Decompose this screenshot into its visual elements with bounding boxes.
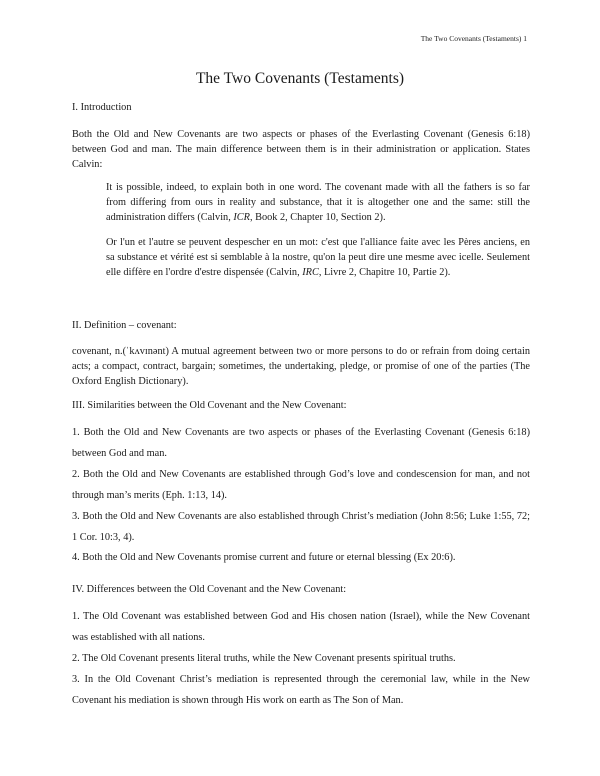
similarity-item-4: 4. Both the Old and New Covenants promise current and future or eternal blessing (Ex 20:6).	[72, 552, 456, 563]
page-title: The Two Covenants (Testaments)	[195, 70, 405, 87]
difference-item-1: 1. The Old Covenant was established between God and His chosen nation (Israel), while the New Covenant was established with all nations.	[72, 611, 530, 643]
calvin-quote-english	[106, 180, 530, 225]
definition-heading: II. Definition – covenant:	[72, 320, 177, 331]
differences-heading: IV. Differences between the Old Covenant and the New Covenant:	[72, 584, 347, 595]
quote-text-end: , Book 2, Chapter 10, Section 2).	[249, 212, 386, 223]
quote-citation-italic: IRC	[302, 267, 319, 278]
quote-citation-italic: ICR	[233, 212, 250, 223]
similarity-item-2: 2. Both the Old and New Covenants are established through God’s love and condescension for man, and not through man’s merits (Eph. 1:13, 14).	[72, 469, 530, 501]
similarity-item-3: 3. Both the Old and New Covenants are also established through Christ’s mediation (John 8:56; Luke 1:55, 72; 1 Cor. 10:3, 4).	[72, 511, 530, 543]
definition-paragraph: covenant, n.(ˈkʌvɪnənt) A mutual agreement between two or more persons to do or refrain from doing certain acts; a compact, contract, bargain; sometimes, the undertaking, pledge, or promise of one of the parties (The Oxford English Dictionary).	[72, 346, 530, 387]
running-head: The Two Covenants (Testaments) 1	[420, 34, 527, 43]
difference-item-3: 3. In the Old Covenant Christ’s mediation is represented through the ceremonial law, while in the New Covenant his mediation is shown through His work on earth as The Son of Man.	[72, 674, 530, 706]
intro-heading: I. Introduction	[72, 102, 132, 113]
difference-item-2: 2. The Old Covenant presents literal truths, while the New Covenant presents spiritual truths.	[72, 653, 456, 664]
calvin-quote-french	[106, 235, 530, 280]
intro-paragraph: Both the Old and New Covenants are two aspects or phases of the Everlasting Covenant (Genesis 6:18) between God and man. The main difference between them is in their administration or application. States Calvin:	[72, 129, 530, 170]
similarity-item-1: 1. Both the Old and New Covenants are two aspects or phases of the Everlasting Covenant (Genesis 6:18) between God and man.	[72, 427, 530, 459]
quote-text-end: , Livre 2, Chapitre 10, Partie 2).	[318, 267, 451, 278]
similarities-heading: III. Similarities between the Old Covenant and the New Covenant:	[72, 400, 347, 411]
quote-text: It is possible, indeed, to explain both in one word. The covenant made with all the fathers is so far from differing from ours in reality and substance, that it is altogether one and the same: still the administration differs (Calvin,	[106, 182, 530, 223]
quote-text: Or l'un et l'autre se peuvent despescher en un mot: c'est que l'alliance faite avec les Pères anciens, en sa substance et vérité est si semblable à la nostre, qu'on la peut dire une mesme avec icelle. Seulement elle diffère en l'ordre d'estre dispensée (Calvin,	[106, 237, 530, 278]
